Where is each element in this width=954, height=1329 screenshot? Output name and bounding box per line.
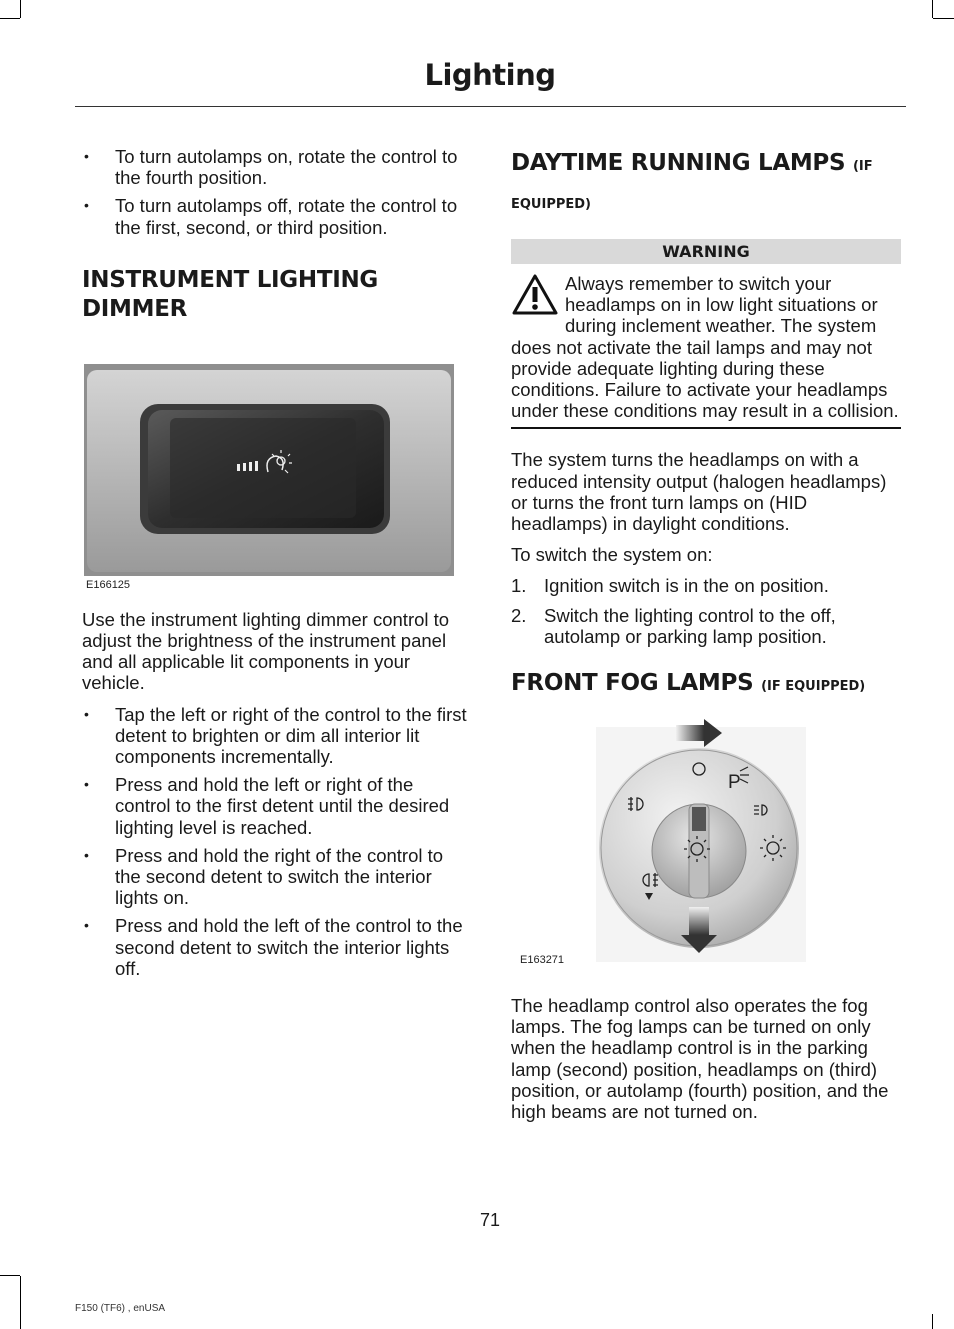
figure-id: E166125 — [86, 578, 131, 591]
fog-paragraph: The headlamp control also operates the fog lamps. The fog lamps can be turned on only when the headlamp control is in the parking lamp (second) position, headlamps on (third) position, or autolamp (fourth) position, and the high beams are not turned on. — [511, 995, 889, 1123]
autolamp-bullets — [82, 146, 472, 238]
dimmer-intro: Use the instrument lighting dimmer control to adjust the brightness of the instrument panel and all applicable lit components in your vehicle. — [82, 608, 450, 694]
list-item: • To turn autolamps on, rotate the control to the fourth position. — [84, 146, 458, 189]
section-heading-drl: DAYTIME RUNNING LAMPS (IF EQUIPPED) — [511, 150, 873, 212]
left-column — [82, 146, 472, 986]
list-item: 2. Switch the lighting control to the off, autolamp or parking lamp position. — [511, 604, 836, 647]
dimmer-bullets — [82, 704, 472, 979]
warning-triangle-icon — [511, 273, 559, 317]
knob-parking-label: P — [728, 772, 741, 794]
warning-label: WARNING — [511, 239, 901, 264]
crop-mark — [932, 0, 933, 18]
list-item: • Press and hold the left or right of the control to the first detent until the desired lighting level is reached. — [84, 774, 450, 838]
crop-mark — [20, 0, 21, 18]
warning-box — [511, 273, 901, 421]
right-column — [511, 146, 901, 1122]
drl-steps — [511, 575, 901, 647]
warning-text: Always remember to switch your headlamps on in low light situations or during inclement weather. The system does not activate the tail lamps and may not provide adequate lighting during these conditions. Failure to activate your headlamps under these conditions may result in a collision. — [511, 273, 899, 422]
crop-mark — [0, 1275, 20, 1276]
list-item: • Press and hold the right of the control to the second detent to switch the interior lights on. — [84, 844, 444, 909]
crop-mark — [0, 18, 20, 19]
dimmer-switch-illustration — [82, 364, 456, 579]
dimmer-figure — [82, 364, 456, 591]
list-item: • Tap the left or right of the control to the first detent to brighten or dim all interior lit components incrementally. — [84, 703, 467, 768]
drl-paragraph: To switch the system on: — [511, 544, 713, 566]
section-heading-dimmer: INSTRUMENT LIGHTING DIMMER — [82, 266, 379, 322]
page-number: 71 — [479, 1210, 501, 1230]
warning-divider — [511, 427, 901, 429]
crop-mark — [932, 1314, 933, 1329]
title-divider — [75, 106, 906, 107]
list-item: 1. Ignition switch is in the on position. — [511, 575, 829, 597]
figure-id: E163271 — [520, 954, 565, 967]
list-item: • Press and hold the left of the control to the second detent to switch the interior lights off. — [84, 915, 463, 979]
document-code: F150 (TF6) , enUSA — [75, 1303, 166, 1314]
fog-figure — [511, 717, 901, 972]
drl-paragraph: The system turns the headlamps on with a reduced intensity output (halogen headlamps) or turns the front turn lamps on (HID headlamps) in daylight conditions. — [511, 449, 887, 535]
crop-mark — [933, 18, 954, 19]
headlamp-control-illustration — [511, 717, 901, 972]
section-heading-fog: FRONT FOG LAMPS (IF EQUIPPED) — [511, 670, 866, 697]
list-item: • To turn autolamps off, rotate the control to the first, second, or third position. — [84, 195, 458, 238]
page-title: Lighting — [424, 58, 556, 92]
crop-mark — [20, 1276, 21, 1329]
